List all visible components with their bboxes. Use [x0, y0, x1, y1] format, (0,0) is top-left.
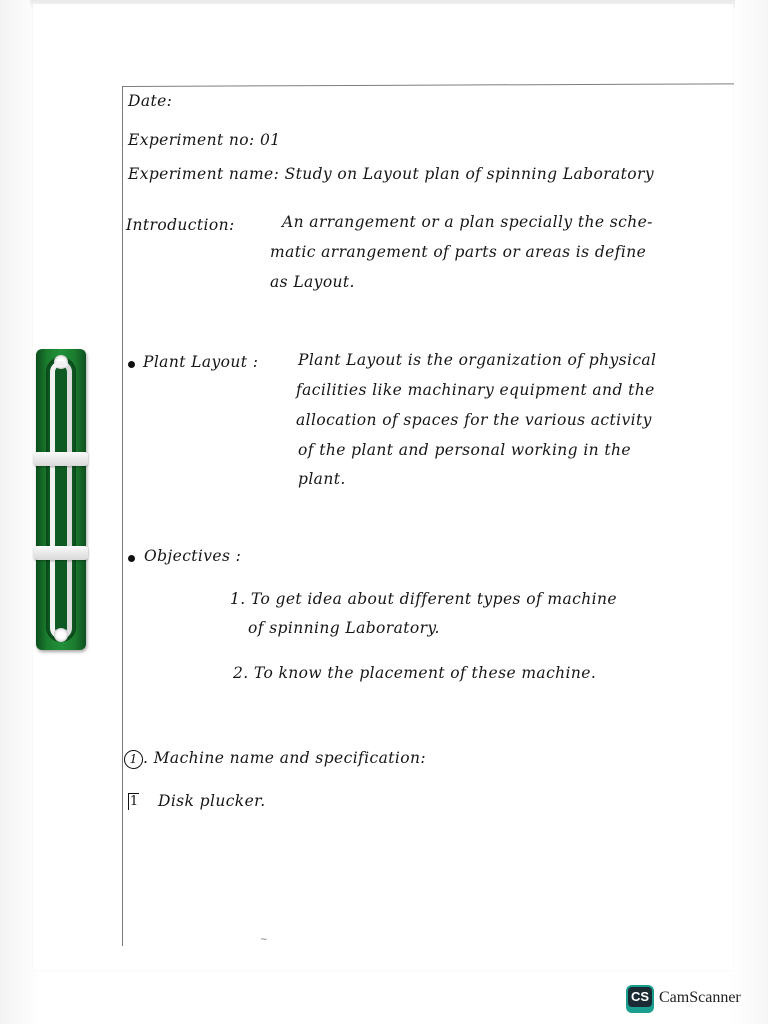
- plant-layout-heading: Plant Layout :: [143, 353, 259, 371]
- section-number-circled: 1: [124, 750, 143, 769]
- binder-clip: [36, 349, 86, 650]
- plant-layout-line-5: plant.: [298, 470, 346, 488]
- plant-layout-line-4: of the plant and personal working in the: [298, 441, 631, 459]
- experiment-name: Experiment name: Study on Layout plan of spinning Laboratory: [128, 165, 654, 183]
- camscanner-brand: CamScanner: [659, 989, 741, 1006]
- left-margin-line: [122, 86, 123, 946]
- plant-layout-line-3: allocation of spaces for the various activity: [296, 411, 652, 429]
- stray-pen-mark: ~: [260, 935, 268, 945]
- plant-layout-line-2: facilities like machinary equipment and the: [296, 381, 655, 399]
- machine-section-heading: . Machine name and specification:: [143, 749, 426, 767]
- plant-layout-bullet: [128, 361, 135, 368]
- objective-2-line-1: 2. To know the placement of these machine.: [233, 664, 597, 682]
- introduction-line-1: An arrangement or a plan specially the sche-: [282, 213, 653, 231]
- camscanner-logo-icon: [626, 985, 654, 1013]
- introduction-heading: Introduction:: [126, 216, 235, 234]
- sub-item-number: 1: [129, 794, 139, 809]
- sub-item-disk-plucker: Disk plucker.: [158, 792, 266, 810]
- camscanner-logo-text: CS: [628, 987, 652, 1007]
- introduction-line-3: as Layout.: [270, 273, 355, 291]
- objective-1-line-2: of spinning Laboratory.: [248, 619, 440, 637]
- date-label: Date:: [128, 92, 173, 110]
- binder-clip-hole-bottom: [54, 628, 68, 642]
- plant-layout-line-1: Plant Layout is the organization of physical: [298, 351, 657, 369]
- camscanner-watermark: [626, 985, 756, 1013]
- introduction-line-2: matic arrangement of parts or areas is define: [270, 243, 647, 261]
- experiment-number: Experiment no: 01: [128, 131, 281, 149]
- binder-clip-band-top: [34, 452, 88, 466]
- binder-clip-rail: [50, 361, 72, 639]
- binder-clip-band-bottom: [34, 546, 88, 560]
- objectives-heading: Objectives :: [144, 547, 242, 565]
- objective-1-line-1: 1. To get idea about different types of machine: [230, 590, 617, 608]
- objectives-bullet: [128, 555, 135, 562]
